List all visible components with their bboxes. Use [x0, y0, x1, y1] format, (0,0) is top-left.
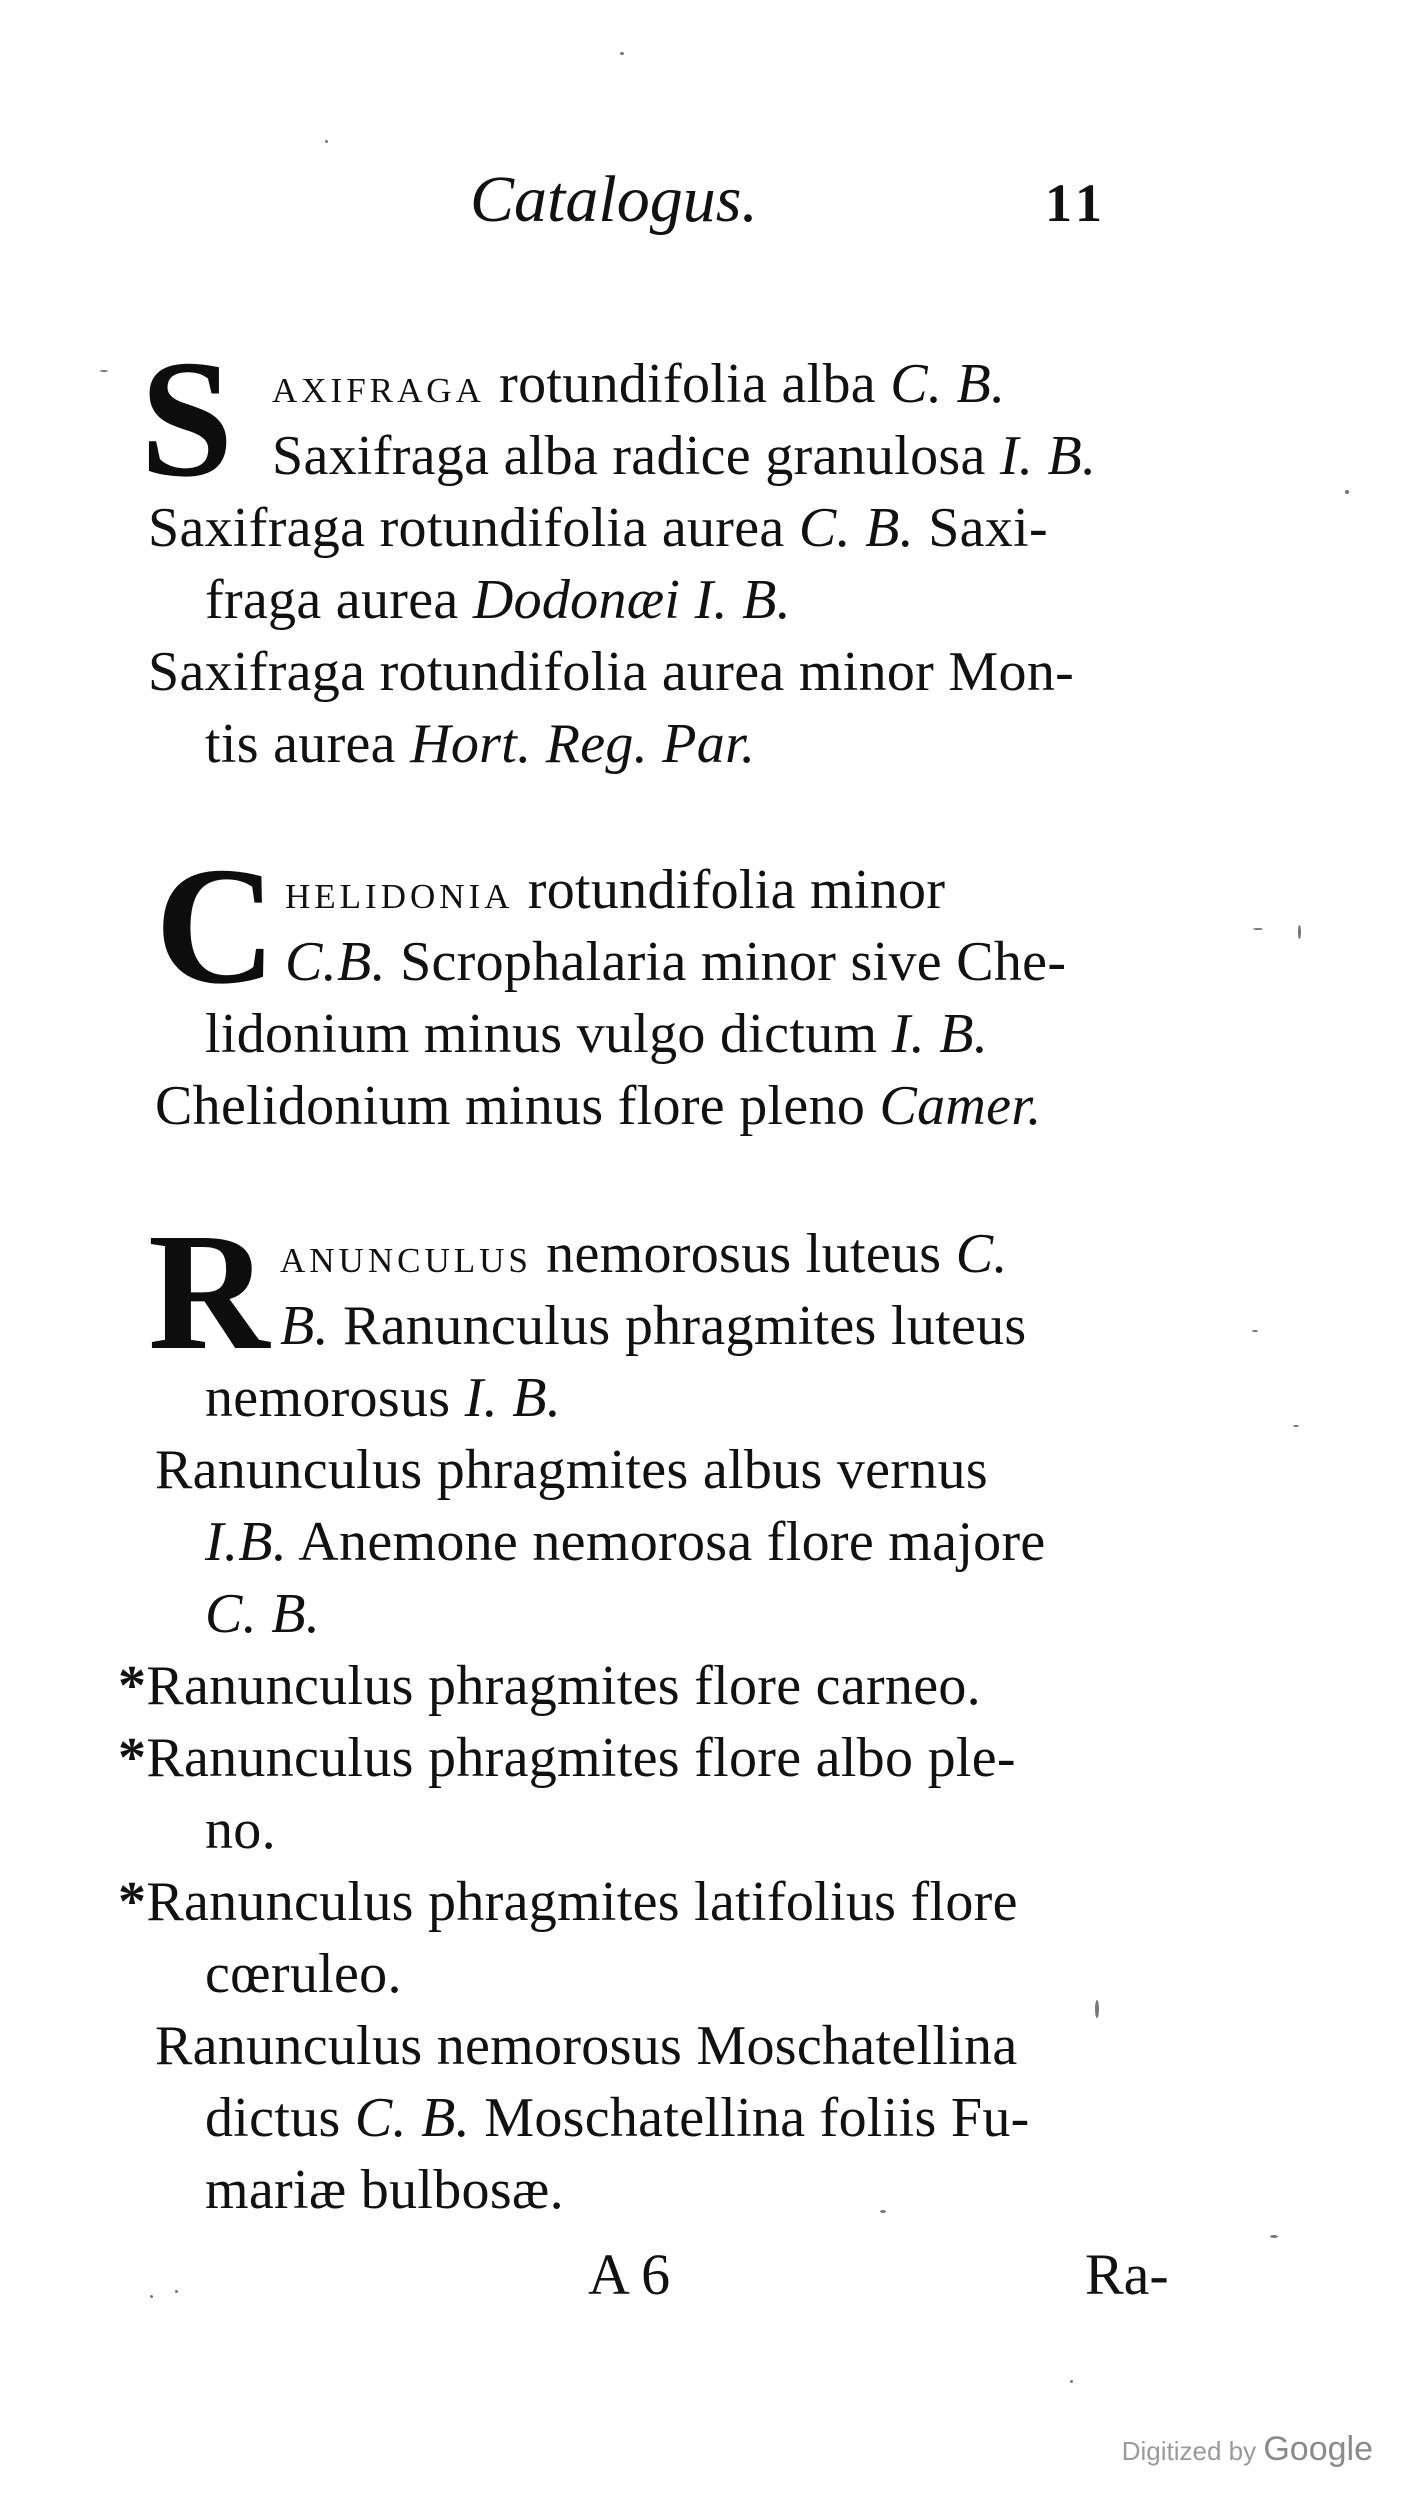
- entry-line: B. Ranunculus phragmites luteus: [280, 1295, 1027, 1357]
- drop-cap-r: R: [148, 1199, 270, 1385]
- scan-speck: [100, 370, 108, 372]
- scan-speck: [1293, 1425, 1299, 1427]
- entry-line: anunculus nemorosus luteus C.: [280, 1223, 1008, 1285]
- signature-mark: A 6: [588, 2242, 671, 2307]
- entry-line: lidonium minus vulgo dictum I. B.: [205, 1003, 988, 1065]
- asterisk-mark: *: [118, 1655, 147, 1717]
- entry-line: C.B. Scrophalaria minor sive Che-: [285, 931, 1067, 993]
- entry-line: cœruleo.: [205, 1943, 402, 2005]
- entry-line: mariæ bulbosæ.: [205, 2159, 564, 2221]
- entry-line: I.B. Anemone nemorosa flore majore: [205, 1511, 1046, 1573]
- entry-line: fraga aurea Dodonæi I. B.: [205, 569, 791, 631]
- scan-speck: [150, 2295, 153, 2298]
- scan-speck: [1070, 2380, 1073, 2383]
- entry-line: tis aurea Hort. Reg. Par.: [205, 713, 756, 775]
- scan-speck: [620, 52, 624, 55]
- scan-speck: [1345, 490, 1349, 494]
- entry-line: dictus C. B. Moschatellina foliis Fu-: [205, 2087, 1030, 2149]
- running-title: Catalogus.: [470, 163, 758, 236]
- entry-line: *Ranunculus phragmites flore carneo.: [118, 1655, 981, 1717]
- entry-line: Chelidonium minus flore pleno Camer.: [155, 1075, 1042, 1137]
- entry-line: Saxifraga rotundifolia aurea minor Mon-: [148, 641, 1075, 703]
- scan-speck: [1252, 1330, 1258, 1332]
- scan-speck: [1253, 928, 1263, 930]
- entry-line: nemorosus I. B.: [205, 1367, 562, 1429]
- asterisk-mark: *: [118, 1727, 147, 1789]
- scan-speck: [175, 2290, 178, 2293]
- drop-cap-c: C: [155, 833, 277, 1019]
- entry-line: no.: [205, 1799, 276, 1861]
- scan-speck: [325, 140, 328, 143]
- entry-line: Ranunculus nemorosus Moschatellina: [155, 2015, 1018, 2077]
- entry-line: *Ranunculus phragmites flore albo ple-: [118, 1727, 1016, 1789]
- scan-speck: [1270, 2235, 1278, 2238]
- scan-speck: [1298, 925, 1301, 939]
- asterisk-mark: *: [118, 1871, 147, 1933]
- scan-speck: [880, 2210, 886, 2213]
- page-number: 11: [1045, 173, 1109, 233]
- entry-line: Ranunculus phragmites albus vernus: [155, 1439, 988, 1501]
- digitized-watermark: Digitized by Google: [1121, 2430, 1373, 2468]
- entry-line: Saxifraga rotundifolia aurea C. B. Saxi-: [148, 497, 1048, 559]
- entry-line: *Ranunculus phragmites latifolius flore: [118, 1871, 1018, 1933]
- catchword: Ra-: [1085, 2242, 1169, 2307]
- entry-line: axifraga rotundifolia alba C. B.: [272, 353, 1006, 415]
- entry-line: C. B.: [205, 1583, 321, 1645]
- drop-cap-s: S: [140, 326, 234, 512]
- entry-line: helidonia rotundifolia minor: [285, 859, 946, 921]
- entry-line: Saxifraga alba radice granulosa I. B.: [272, 425, 1097, 487]
- scan-speck: [1095, 2000, 1099, 2018]
